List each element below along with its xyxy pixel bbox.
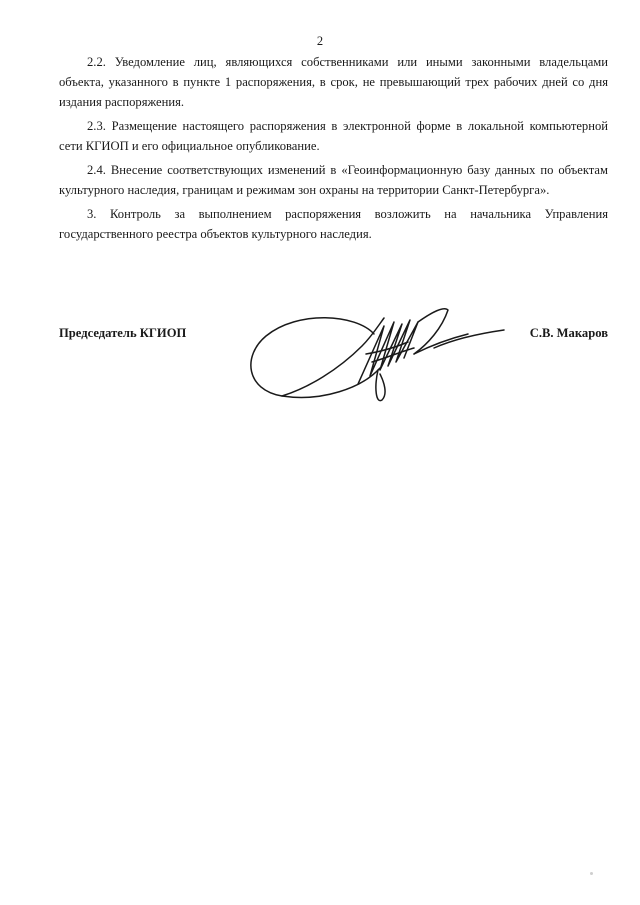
document-body [59, 52, 608, 248]
scan-speck [590, 872, 593, 875]
signer-name: С.В. Макаров [529, 326, 608, 340]
handwritten-signature [238, 292, 518, 422]
paragraph-2-4: 2.4. Внесение соответствующих изменений в «Геоинформационную базу данных по объектам культурного наследия, границам и режимам зон охраны на территории Санкт-Петербурга». [59, 163, 608, 197]
paragraph-3: 3. Контроль за выполнением распоряжения возложить на начальника Управления государственного реестра объектов культурного наследия. [59, 207, 608, 241]
signer-title: Председатель КГИОП [59, 326, 187, 340]
signature-block [59, 326, 608, 350]
page-number: 2 [316, 34, 324, 48]
paragraph-2-2: 2.2. Уведомление лиц, являющихся собственниками или иными законными владельцами объекта, указанного в пункте 1 распоряжения, в срок, не превышающий трех рабочих дней со дня издания распоряжения. [59, 55, 608, 109]
paragraph-2-3: 2.3. Размещение настоящего распоряжения в электронной форме в локальной компьютерной сети КГИОП и его официальное опубликование. [59, 119, 608, 153]
